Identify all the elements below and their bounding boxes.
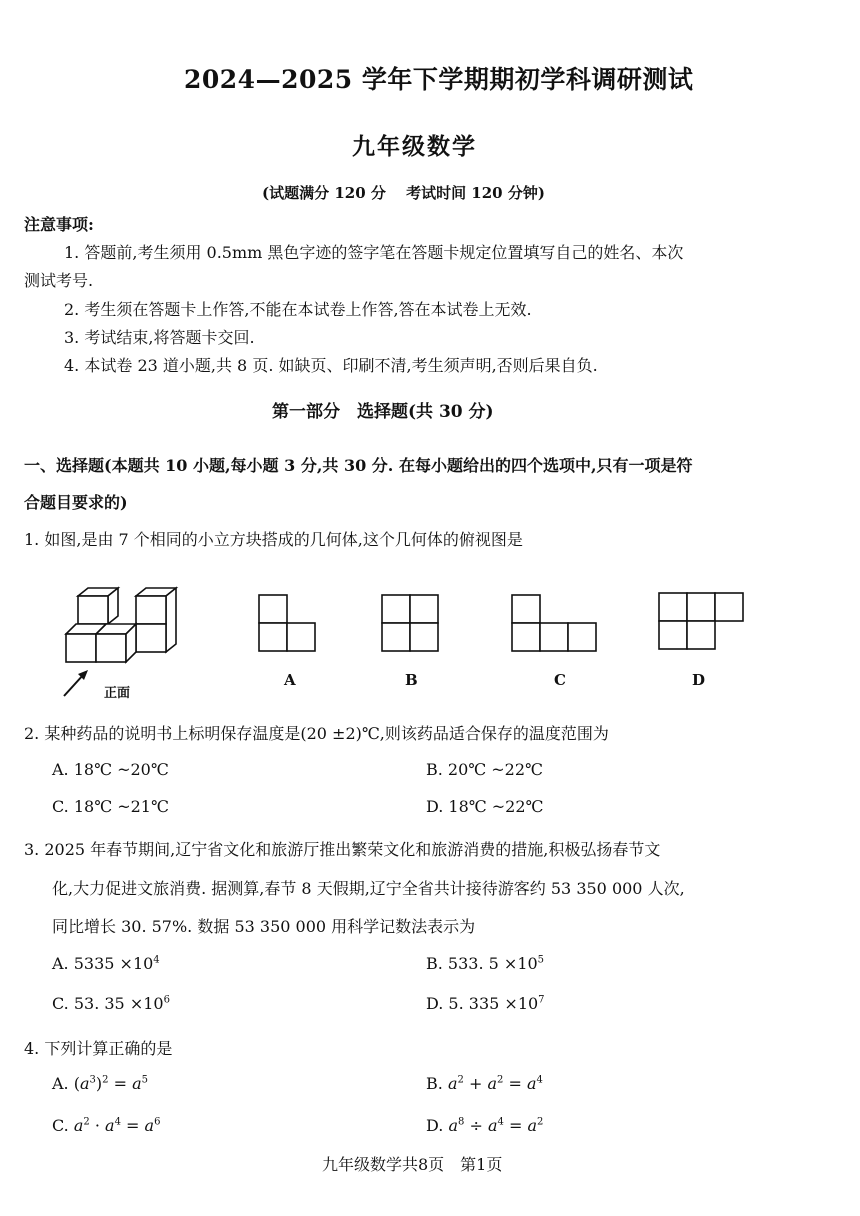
front-label: 正面 <box>104 686 131 701</box>
exam-title: 2024—2025 学年下学期期初学科调研测试 <box>184 65 694 94</box>
q3-option-d-exp: 7 <box>538 994 545 1006</box>
option-d-figure <box>658 592 750 650</box>
q2-option-a: A. 18℃ ~20℃ <box>52 760 169 779</box>
notes-item-2: 2. 考生须在答题卡上作答,不能在本试卷上作答,答在本试卷上无效. <box>64 300 532 319</box>
q3-option-a <box>52 954 160 973</box>
q1-stem: 1. 如图,是由 7 个相同的小立方块搭成的几何体,这个几何体的俯视图是 <box>24 530 523 549</box>
q4-stem: 4. 下列计算正确的是 <box>24 1039 173 1058</box>
q2-stem: 2. 某种药品的说明书上标明保存温度是(20 ±2)℃,则该药品适合保存的温度范围为 <box>24 724 609 743</box>
option-c-label: C <box>554 671 566 689</box>
notes-item-1-cont: 测试考号. <box>24 271 94 290</box>
q3-option-a-base: A. 5335 ×10 <box>52 954 154 973</box>
exam-info: (试题满分 120 分 考试时间 120 分钟) <box>262 184 545 202</box>
q3-option-d <box>426 994 545 1013</box>
q3-option-b-exp: 5 <box>537 954 545 966</box>
q3-option-d-base: D. 5. 335 ×10 <box>426 994 539 1013</box>
notes-item-3: 3. 考试结束,将答题卡交回. <box>64 328 255 347</box>
part1-heading: 第一部分 选择题(共 30 分) <box>272 402 494 422</box>
option-a-figure <box>258 594 320 652</box>
q4-option-a <box>52 1074 148 1093</box>
q4-option-b-formula: $a^2 + a^2 = a^4$ <box>447 1074 543 1093</box>
q2-option-d: D. 18℃ ~22℃ <box>426 797 544 816</box>
exam-subtitle: 九年级数学 <box>352 133 477 160</box>
option-b-figure <box>381 594 443 652</box>
part1-instructions: 一、选择题(本题共 10 小题,每小题 3 分,共 30 分. 在每小题给出的四个选项中,只有一项是符 <box>24 456 693 475</box>
option-a-label: A <box>284 671 296 689</box>
option-c-figure <box>511 594 603 652</box>
q3-stem-line3: 同比增长 30. 57%. 数据 53 350 000 用科学记数法表示为 <box>52 917 476 936</box>
page-footer: 九年级数学共8页 第1页 <box>322 1155 503 1174</box>
part1-instructions-cont: 合题目要求的) <box>24 493 128 512</box>
q4-option-d-label: D. <box>426 1116 444 1135</box>
option-b-label: B <box>405 671 418 689</box>
q4-option-a-label: A. <box>52 1074 69 1093</box>
front-arrow <box>64 674 84 696</box>
notes-item-1: 1. 答题前,考生须用 0.5mm 黑色字迹的签字笔在答题卡规定位置填写自己的姓名、本次 <box>64 243 684 262</box>
q4-option-c-formula: $a^2 \cdot a^4 = a^6$ <box>73 1116 161 1135</box>
q3-stem-line2: 化,大力促进文旅消费. 据测算,春节 8 天假期,辽宁全省共计接待游客约 53 350 000 人次, <box>52 879 685 898</box>
q4-option-c <box>52 1116 160 1135</box>
q4-option-b-label: B. <box>426 1074 443 1093</box>
notes-heading: 注意事项: <box>24 215 94 234</box>
option-d-label: D <box>692 671 706 689</box>
q3-stem: 3. 2025 年春节期间,辽宁省文化和旅游厅推出繁荣文化和旅游消费的措施,积极弘扬春节文 <box>24 840 661 859</box>
q3-option-a-exp: 4 <box>153 954 160 966</box>
q4-option-c-label: C. <box>52 1116 69 1135</box>
q3-option-c-base: C. 53. 35 ×10 <box>52 994 164 1013</box>
q3-option-b-base: B. 533. 5 ×10 <box>426 954 538 973</box>
q3-option-b <box>426 954 544 973</box>
q3-option-c <box>52 994 170 1013</box>
q3-option-c-exp: 6 <box>163 994 170 1006</box>
notes-item-4: 4. 本试卷 23 道小题,共 8 页. 如缺页、印刷不清,考生须声明,否则后果自负. <box>64 356 598 375</box>
q4-option-b <box>426 1074 543 1093</box>
q2-option-c: C. 18℃ ~21℃ <box>52 797 169 816</box>
q4-option-a-formula: $(a^3)^2 = a^5$ <box>73 1074 149 1093</box>
q2-option-b: B. 20℃ ~22℃ <box>426 760 543 779</box>
q4-option-d-formula: $a^8 \div a^4 = a^2$ <box>448 1116 544 1135</box>
q4-option-d <box>426 1116 543 1135</box>
